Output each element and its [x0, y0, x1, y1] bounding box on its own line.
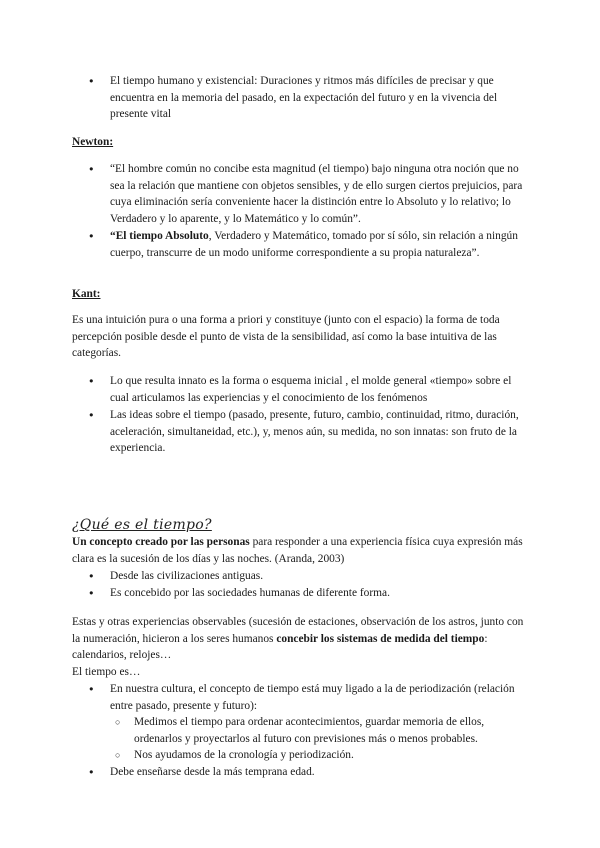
kant-heading: Kant:: [72, 288, 101, 300]
que-es-sub-medimos: ○ Medimos el tiempo para ordenar acontecimientos, guardar memoria de ellos, ordenarlos y proyectarlos al futuro con previsiones más o menos probables.: [72, 714, 532, 747]
kant-bullet-ideas: ● Las ideas sobre el tiempo (pasado, presente, futuro, cambio, continuidad, ritmo, duración, aceleración, simultaneidad, etc.), y, menos aún, su medida, no son innatas: son fruto de la experiencia.: [72, 407, 532, 457]
kant-list: [72, 373, 532, 457]
newton-bullet-quote: ● “El hombre común no concibe esta magnitud (el tiempo) bajo ninguna otra noción que no sea la relación que mantiene con objetos sensibles, y de ello surgen ciertos prejuicios, para cuya eliminación sería conveniente hacer la distinción entre lo Absoluto y lo relativo; lo Verdadero y lo aparente, y lo Matemático y lo común”.: [72, 161, 532, 227]
que-es-lead-rest: para responder a una experiencia física cuya expresión más clara es la sucesión de los días y las noches. (Aranda, 2003): [72, 536, 523, 565]
que-es-bullet-cultura: ● En nuestra cultura, el concepto de tiempo está muy ligado a la de periodización (relación entre pasado, presente y futuro):: [72, 681, 532, 714]
newton-bullet-absoluto-rest: , Verdadero y Matemático, tomado por sí sólo, sin relación a ningún cuerpo, transcurre de un modo uniforme correspondiente a su propia naturaleza”.: [110, 230, 518, 259]
newton-list: [72, 161, 532, 262]
section-title-que-es: ¿Qué es el tiempo?: [72, 517, 212, 533]
intro-list: [72, 73, 532, 123]
que-es-bullet-antiguas: ● Desde las civilizaciones antiguas.: [72, 568, 532, 585]
que-es-list-1: [72, 568, 532, 601]
que-es-lead-bold: Un concepto creado por las personas: [72, 536, 250, 548]
newton-bullet-absoluto: [72, 228, 532, 261]
newton-bullet-absoluto-bold: “El tiempo Absoluto: [110, 230, 209, 243]
que-es-lead: [72, 534, 532, 567]
que-es-sub-cronologia: ○ Nos ayudamos de la cronología y periodización.: [72, 747, 532, 764]
que-es-p2-bold: concebir los sistemas de medida del tiempo: [276, 632, 485, 645]
el-tiempo-es: El tiempo es…: [72, 666, 141, 678]
intro-bullet: ● El tiempo humano y existencial: Duraciones y ritmos más difíciles de precisar y que encuentra en la memoria del pasado, en la expectación del futuro y en la vivencia del presente vital: [72, 73, 532, 123]
que-es-paragraph-2: [72, 614, 532, 664]
que-es-bullet-sociedades: ● Es concebido por las sociedades humanas de diferente forma.: [72, 585, 532, 602]
que-es-list-2: [72, 681, 532, 781]
que-es-p2-end: : calendarios, relojes…: [72, 632, 488, 662]
que-es-bullet-ensenarse: ● Debe enseñarse desde la más temprana edad.: [72, 764, 532, 781]
kant-bullet-innato: ● Lo que resulta innato es la forma o esquema inicial , el molde general «tiempo» sobre el cual articulamos las experiencias y el conocimiento de los fenómenos: [72, 373, 532, 406]
newton-heading: Newton:: [72, 136, 114, 148]
que-es-p2-start: Estas y otras experiencias observables (sucesión de estaciones, observación de los astros, junto con la numeración, hicieron a los seres humanos: [72, 616, 524, 645]
kant-paragraph: Es una intuición pura o una forma a priori y constituye (junto con el espacio) la forma de toda percepción posible desde el punto de vista de la sensibilidad, así como la base intuitiva de las categorías.: [72, 314, 500, 360]
